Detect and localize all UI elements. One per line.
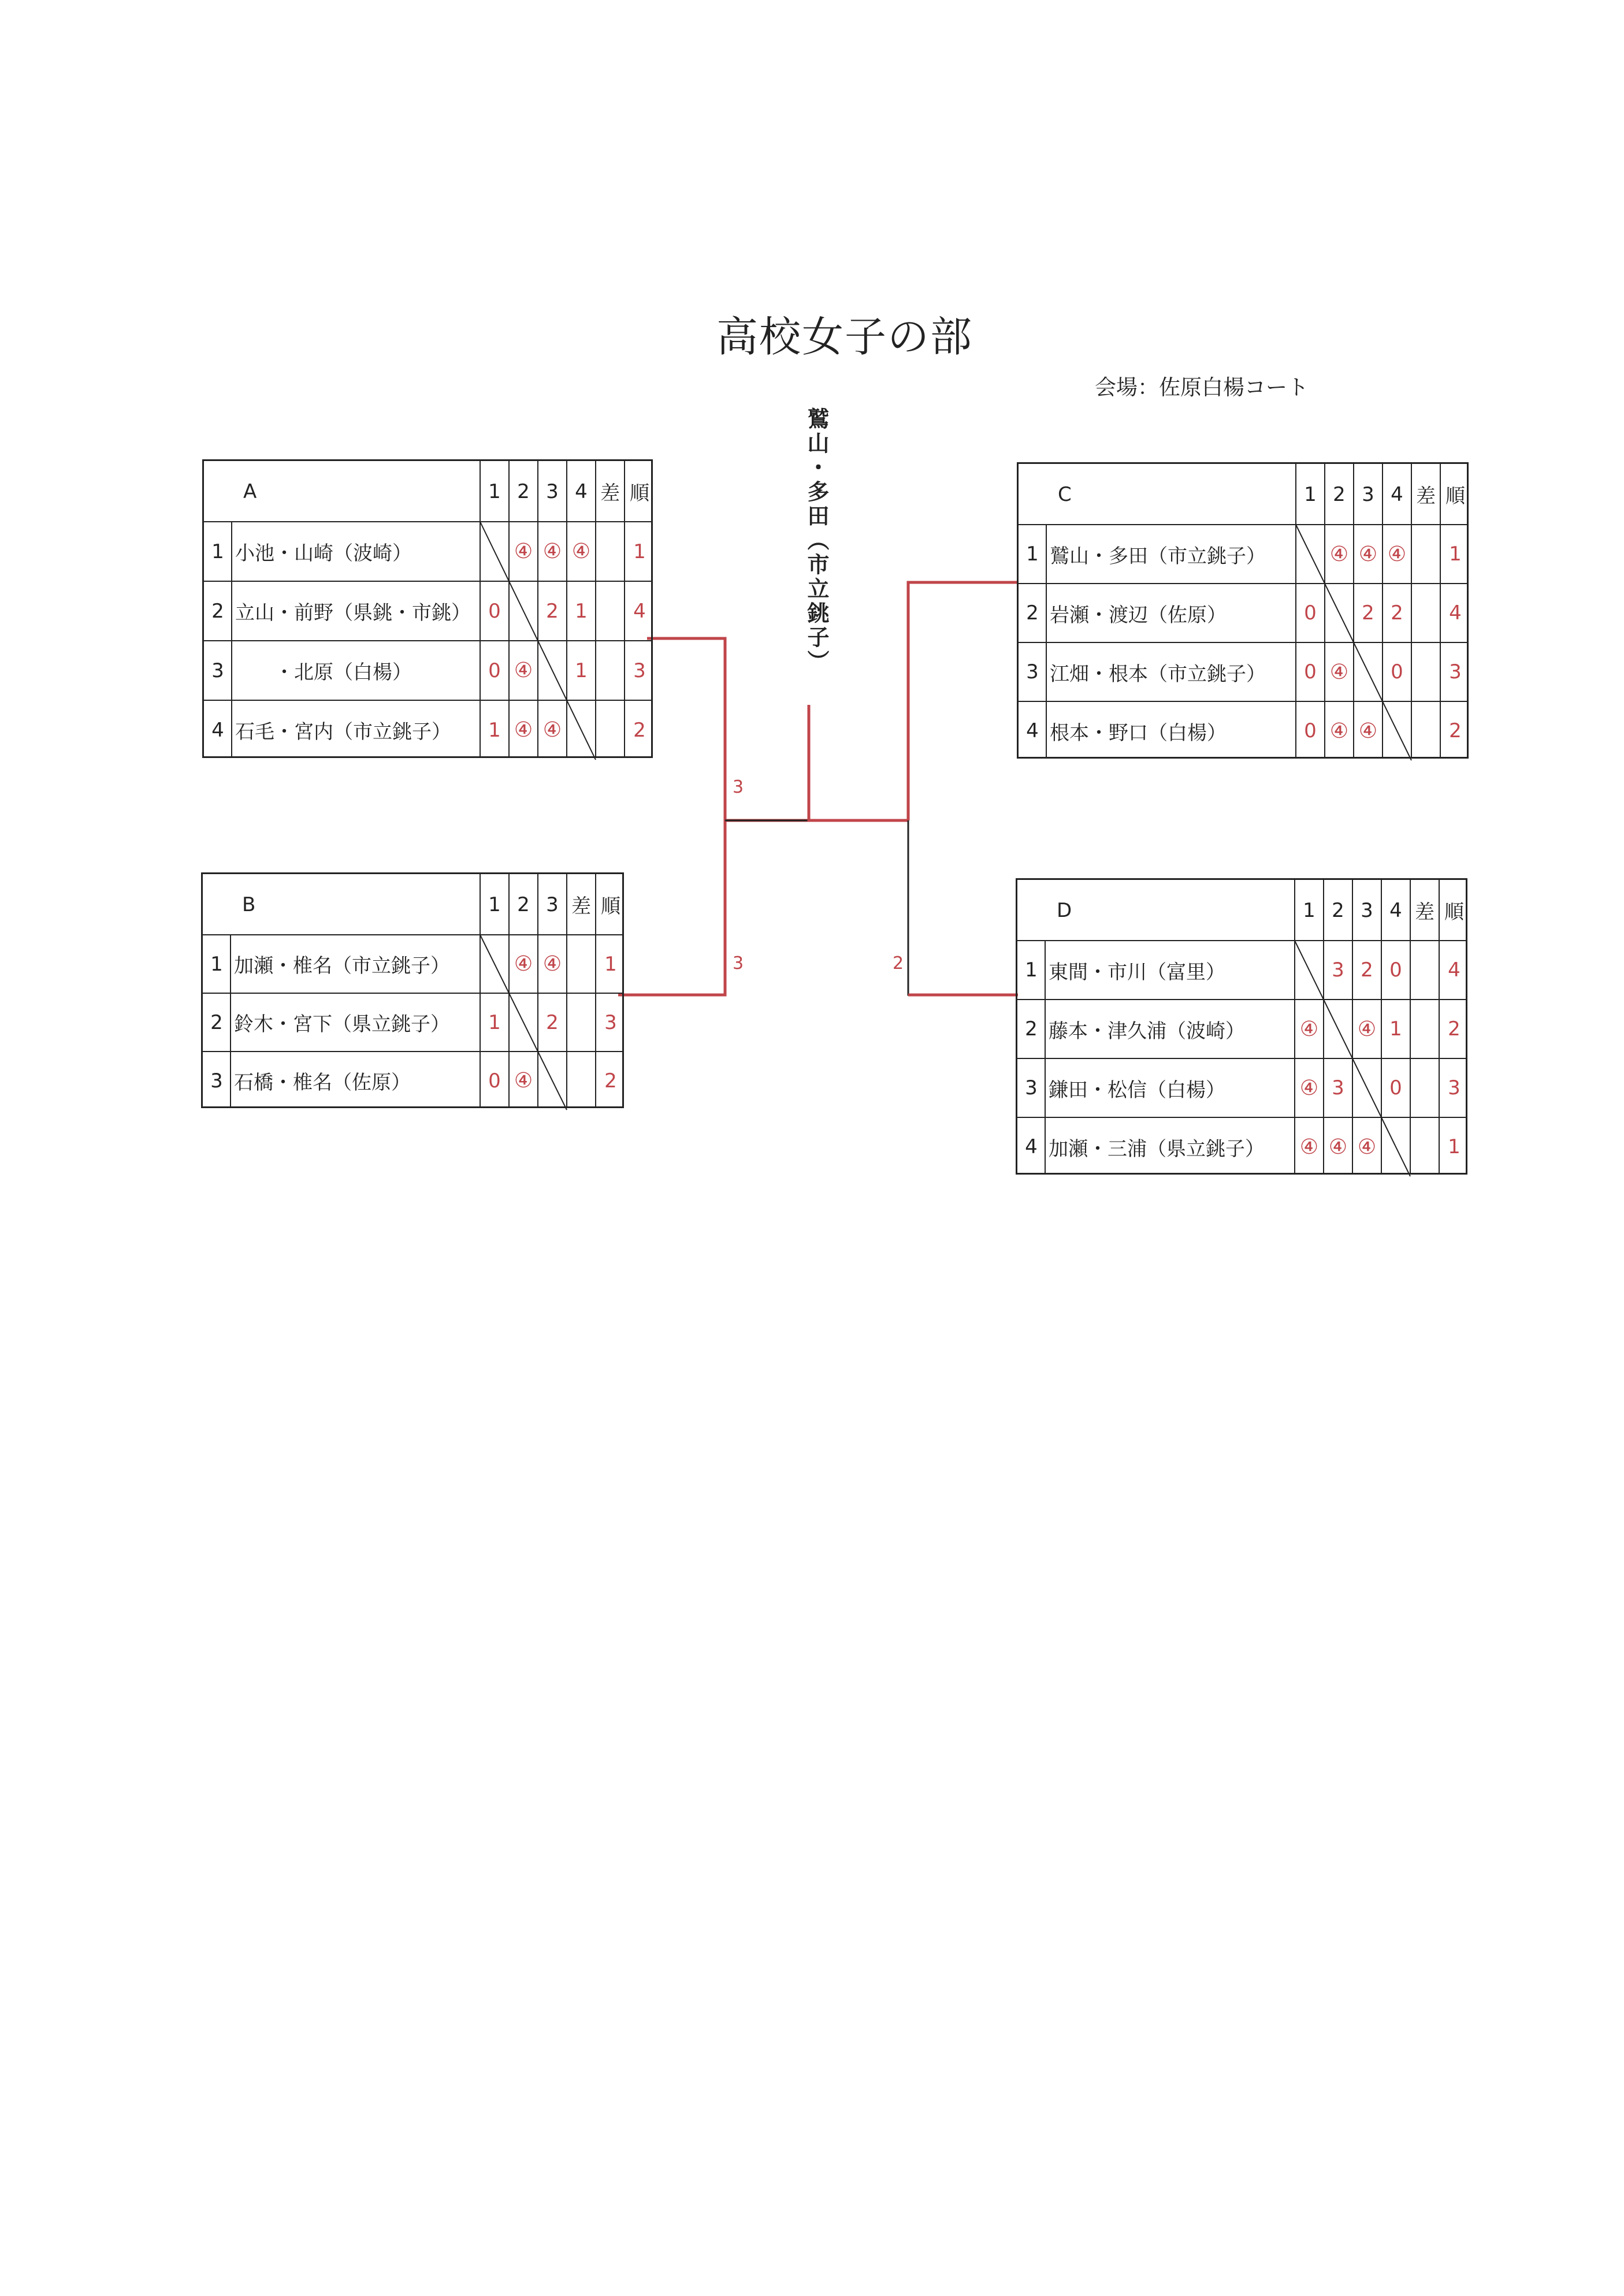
score-cell: 1 (1389, 1017, 1402, 1041)
column-header: 1 (1303, 898, 1315, 922)
column-header: 4 (1389, 898, 1402, 922)
bracket-score-a: 3 (733, 777, 744, 797)
rank-cell: 3 (1449, 660, 1462, 683)
column-header: 2 (1332, 898, 1344, 922)
column-header: 差 (1415, 901, 1435, 924)
column-header: 順 (1445, 485, 1465, 508)
self-match-diagonal (1017, 880, 1469, 1176)
column-header: 2 (1333, 482, 1346, 506)
score-cell: 0 (1304, 719, 1317, 742)
score-cell: ④ (1358, 719, 1378, 743)
player-pair-name: 鷲山・多田（市立銚子） (1050, 544, 1266, 568)
score-cell: 1 (575, 599, 588, 623)
player-pair-name: 立山・前野（県銚・市銚） (235, 601, 471, 625)
row-number: 4 (211, 718, 224, 742)
column-header: 差 (571, 895, 591, 918)
score-cell: 0 (1389, 958, 1402, 982)
winner-label: 鷲山・多田（市立銚子） (804, 407, 829, 674)
score-cell: ④ (1358, 542, 1378, 566)
score-cell: ④ (1328, 1135, 1348, 1159)
column-header: 順 (601, 895, 620, 918)
column-header: 3 (1361, 898, 1373, 922)
player-pair-name: ・北原（白楊） (235, 661, 412, 684)
page-title: 高校女子の部 (716, 313, 973, 361)
score-cell: 0 (488, 599, 501, 623)
player-pair-name: 鈴木・宮下（県立銚子） (234, 1013, 450, 1036)
row-number: 1 (211, 540, 224, 563)
column-header: 1 (1304, 482, 1317, 506)
player-pair-name: 小池・山崎（波崎） (235, 542, 412, 565)
bracket-c-line (908, 582, 1018, 820)
player-pair-name: 東間・市川（富里） (1049, 960, 1225, 984)
score-cell: 0 (488, 1069, 501, 1093)
column-header: 1 (488, 480, 501, 503)
self-match-diagonal (1019, 464, 1470, 760)
rank-cell: 1 (1449, 543, 1462, 566)
score-cell: 0 (488, 659, 501, 682)
row-number: 3 (1025, 1076, 1038, 1099)
column-header: 1 (488, 893, 501, 916)
score-cell: 3 (1332, 1076, 1344, 1099)
rank-cell: 2 (604, 1069, 617, 1093)
score-cell: ④ (1329, 542, 1349, 566)
score-cell: ④ (514, 659, 533, 682)
column-header: 4 (575, 480, 588, 503)
bracket-score-b: 3 (733, 953, 744, 974)
score-cell: ④ (1299, 1135, 1319, 1159)
score-cell: ④ (1357, 1017, 1377, 1041)
rank-cell: 3 (604, 1010, 617, 1034)
group-b-label: B (242, 893, 256, 916)
score-cell: ④ (1329, 660, 1349, 684)
score-cell: ④ (514, 1069, 533, 1093)
rank-cell: 4 (1449, 601, 1462, 625)
score-cell: 2 (1362, 601, 1374, 625)
group-c-table (1017, 462, 1469, 759)
score-cell: ④ (1357, 1135, 1377, 1159)
player-pair-name: 石毛・宮内（市立銚子） (235, 720, 451, 744)
venue-label: 会場：佐原白楊コート (1095, 375, 1309, 400)
bracket-d-line (908, 820, 1018, 995)
score-cell: 3 (1332, 958, 1344, 982)
column-header: 2 (517, 893, 530, 916)
score-cell: 1 (488, 1010, 501, 1034)
row-number: 3 (210, 1069, 223, 1093)
bracket-score-cd: 2 (893, 953, 904, 974)
column-header: 差 (1416, 485, 1436, 508)
group-c-label: C (1058, 482, 1072, 506)
group-a-label: A (243, 480, 257, 503)
self-match-diagonal (203, 874, 626, 1110)
rank-cell: 1 (1448, 1135, 1461, 1158)
player-pair-name: 根本・野口（白楊） (1050, 721, 1227, 745)
score-cell: 1 (575, 659, 588, 682)
score-cell: 2 (546, 599, 559, 623)
row-number: 2 (1026, 601, 1039, 625)
rank-cell: 3 (1448, 1076, 1461, 1099)
score-cell: 0 (1304, 601, 1317, 625)
row-number: 4 (1025, 1135, 1038, 1158)
column-header: 差 (600, 482, 620, 505)
row-number: 1 (1025, 958, 1038, 982)
player-pair-name: 鎌田・松信（白楊） (1049, 1078, 1225, 1102)
group-d-table (1016, 878, 1467, 1175)
score-cell: ④ (514, 540, 533, 563)
rank-cell: 1 (633, 540, 646, 563)
score-cell: ④ (542, 952, 562, 976)
bracket-a-line (647, 638, 809, 820)
score-cell: 2 (546, 1010, 559, 1034)
score-cell: 0 (1389, 1076, 1402, 1099)
row-number: 1 (1026, 543, 1039, 566)
column-header: 3 (546, 893, 559, 916)
rank-cell: 2 (1449, 719, 1462, 742)
score-cell: 0 (1304, 660, 1317, 683)
player-pair-name: 江畑・根本（市立銚子） (1050, 662, 1266, 686)
score-cell: 2 (1391, 601, 1403, 625)
column-header: 3 (1362, 482, 1374, 506)
row-number: 2 (211, 599, 224, 623)
rank-cell: 1 (604, 952, 617, 976)
column-header: 4 (1391, 482, 1403, 506)
score-cell: ④ (1329, 719, 1349, 743)
rank-cell: 2 (633, 718, 646, 742)
column-header: 2 (517, 480, 530, 503)
bracket-winner-line (809, 705, 908, 820)
score-cell: ④ (514, 952, 533, 976)
column-header: 順 (1444, 901, 1464, 924)
player-pair-name: 加瀬・椎名（市立銚子） (234, 954, 450, 978)
player-pair-name: 岩瀬・渡辺（佐原） (1050, 603, 1227, 627)
group-a-table (202, 459, 653, 758)
score-cell: ④ (1299, 1017, 1319, 1041)
row-number: 2 (1025, 1017, 1038, 1041)
score-cell: ④ (542, 540, 562, 563)
bracket-b-line (618, 820, 725, 995)
score-cell: ④ (542, 718, 562, 742)
row-number: 3 (211, 659, 224, 682)
score-cell: 1 (488, 718, 501, 742)
player-pair-name: 加瀬・三浦（県立銚子） (1049, 1137, 1265, 1161)
row-number: 2 (210, 1010, 223, 1034)
score-cell: ④ (571, 540, 591, 563)
score-cell: ④ (1299, 1076, 1319, 1100)
rank-cell: 4 (633, 599, 646, 623)
rank-cell: 4 (1448, 958, 1461, 982)
rank-cell: 3 (633, 659, 646, 682)
group-b-table (201, 872, 624, 1108)
score-cell: ④ (514, 718, 533, 742)
row-number: 3 (1026, 660, 1039, 683)
row-number: 1 (210, 952, 223, 976)
rank-cell: 2 (1448, 1017, 1461, 1041)
row-number: 4 (1026, 719, 1039, 742)
column-header: 3 (546, 480, 559, 503)
column-header: 順 (630, 482, 649, 505)
score-cell: 0 (1391, 660, 1403, 683)
self-match-diagonal (204, 461, 655, 760)
player-pair-name: 藤本・津久浦（波崎） (1049, 1019, 1245, 1043)
group-d-label: D (1057, 898, 1072, 922)
score-cell: 2 (1361, 958, 1373, 982)
score-cell: ④ (1387, 542, 1407, 566)
player-pair-name: 石橋・椎名（佐原） (234, 1071, 411, 1094)
